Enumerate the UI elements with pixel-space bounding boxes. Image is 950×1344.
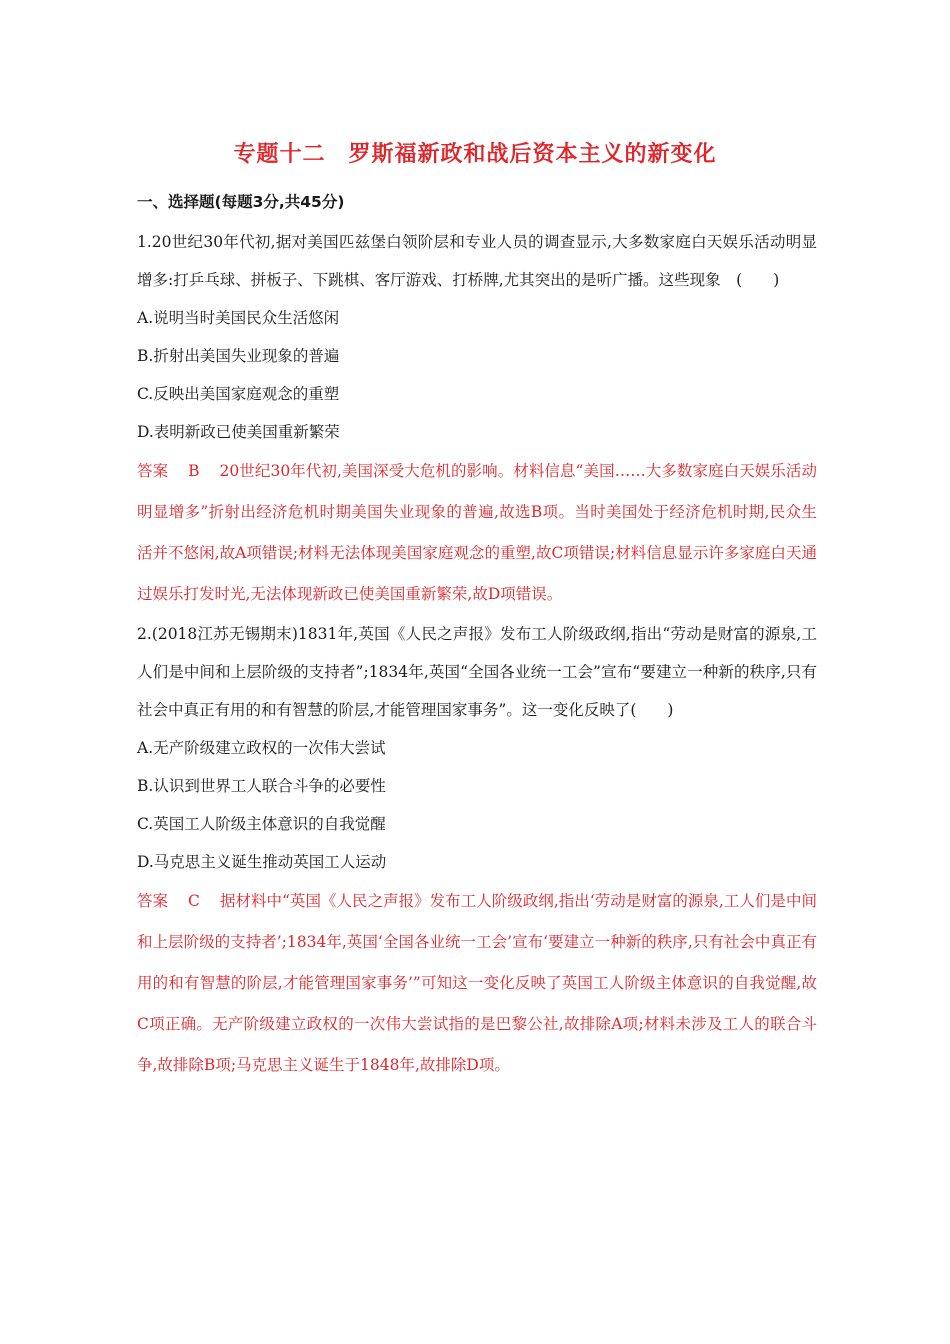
question-stem: 1.20世纪30年代初,据对美国匹兹堡白领阶层和专业人员的调查显示,大多数家庭白天娱乐活动明显增多:打乒乓球、拼板子、下跳棋、客厅游戏、打桥牌,尤其突出的是听广播。这些现象 ( ) [137, 233, 817, 289]
option-b: B.折射出美国失业现象的普遍 [137, 347, 340, 365]
explanation-text: 20世纪30年代初,美国深受大危机的影响。材料信息“美国……大多数家庭白天娱乐活动明显增多”折射出经济危机时期美国失业现象的普遍,故选B项。当时美国处于经济危机时期,民众生活并不悠闲,故A项错误;材料无法体现美国家庭观念的重塑,故C项错误;材料信息显示许多家庭白天通过娱乐打发时光,无法体现新政已使美国重新繁荣,故D项错误。 [137, 462, 817, 603]
answer-label: 答案 [137, 892, 169, 910]
explanation-text: 据材料中“英国《人民之声报》发布工人阶级政纲,指出‘劳动是财富的源泉,工人们是中间和上层阶级的支持者’;1834年,英国‘全国各业统一工会’宣布‘要建立一种新的秩序,只有社会中真正有用的和有智慧的阶层,才能管理国家事务’”可知这一变化反映了英国工人阶级主体意识的自我觉醒,故C项正确。无产阶级建立政权的一次伟大尝试指的是巴黎公社,故排除A项;材料未涉及工人的联合斗争,故排除B项;马克思主义诞生于1848年,故排除D项。 [137, 892, 817, 1074]
question-1 [137, 223, 817, 615]
option-d: D.马克思主义诞生推动英国工人运动 [137, 853, 387, 871]
answer-label: 答案 [137, 462, 169, 480]
option-c: C.反映出美国家庭观念的重塑 [137, 385, 340, 403]
question-stem: 2.(2018江苏无锡期末)1831年,英国《人民之声报》发布工人阶级政纲,指出“劳动是财富的源泉,工人们是中间和上层阶级的支持者”;1834年,英国“全国各业统一工会”宣布“要建立一种新的秩序,只有社会中真正有用的和有智慧的阶层,才能管理国家事务”。这一变化反映了( ) [137, 625, 817, 719]
section-heading: 一、选择题(每题3分,共45分) [137, 193, 345, 211]
document-body [137, 188, 817, 1086]
answer-letter: C [188, 892, 200, 910]
question-2 [137, 615, 817, 1086]
option-c: C.英国工人阶级主体意识的自我觉醒 [137, 815, 386, 833]
option-b: B.认识到世界工人联合斗争的必要性 [137, 777, 386, 795]
answer-explanation [137, 451, 817, 615]
option-a: A.说明当时美国民众生活悠闲 [137, 309, 340, 327]
answer-explanation [137, 881, 817, 1086]
page-title: 专题十二 罗斯福新政和战后资本主义的新变化 [233, 142, 717, 167]
answer-letter: B [188, 462, 200, 480]
option-d: D.表明新政已使美国重新繁荣 [137, 423, 340, 441]
option-a: A.无产阶级建立政权的一次伟大尝试 [137, 739, 386, 757]
